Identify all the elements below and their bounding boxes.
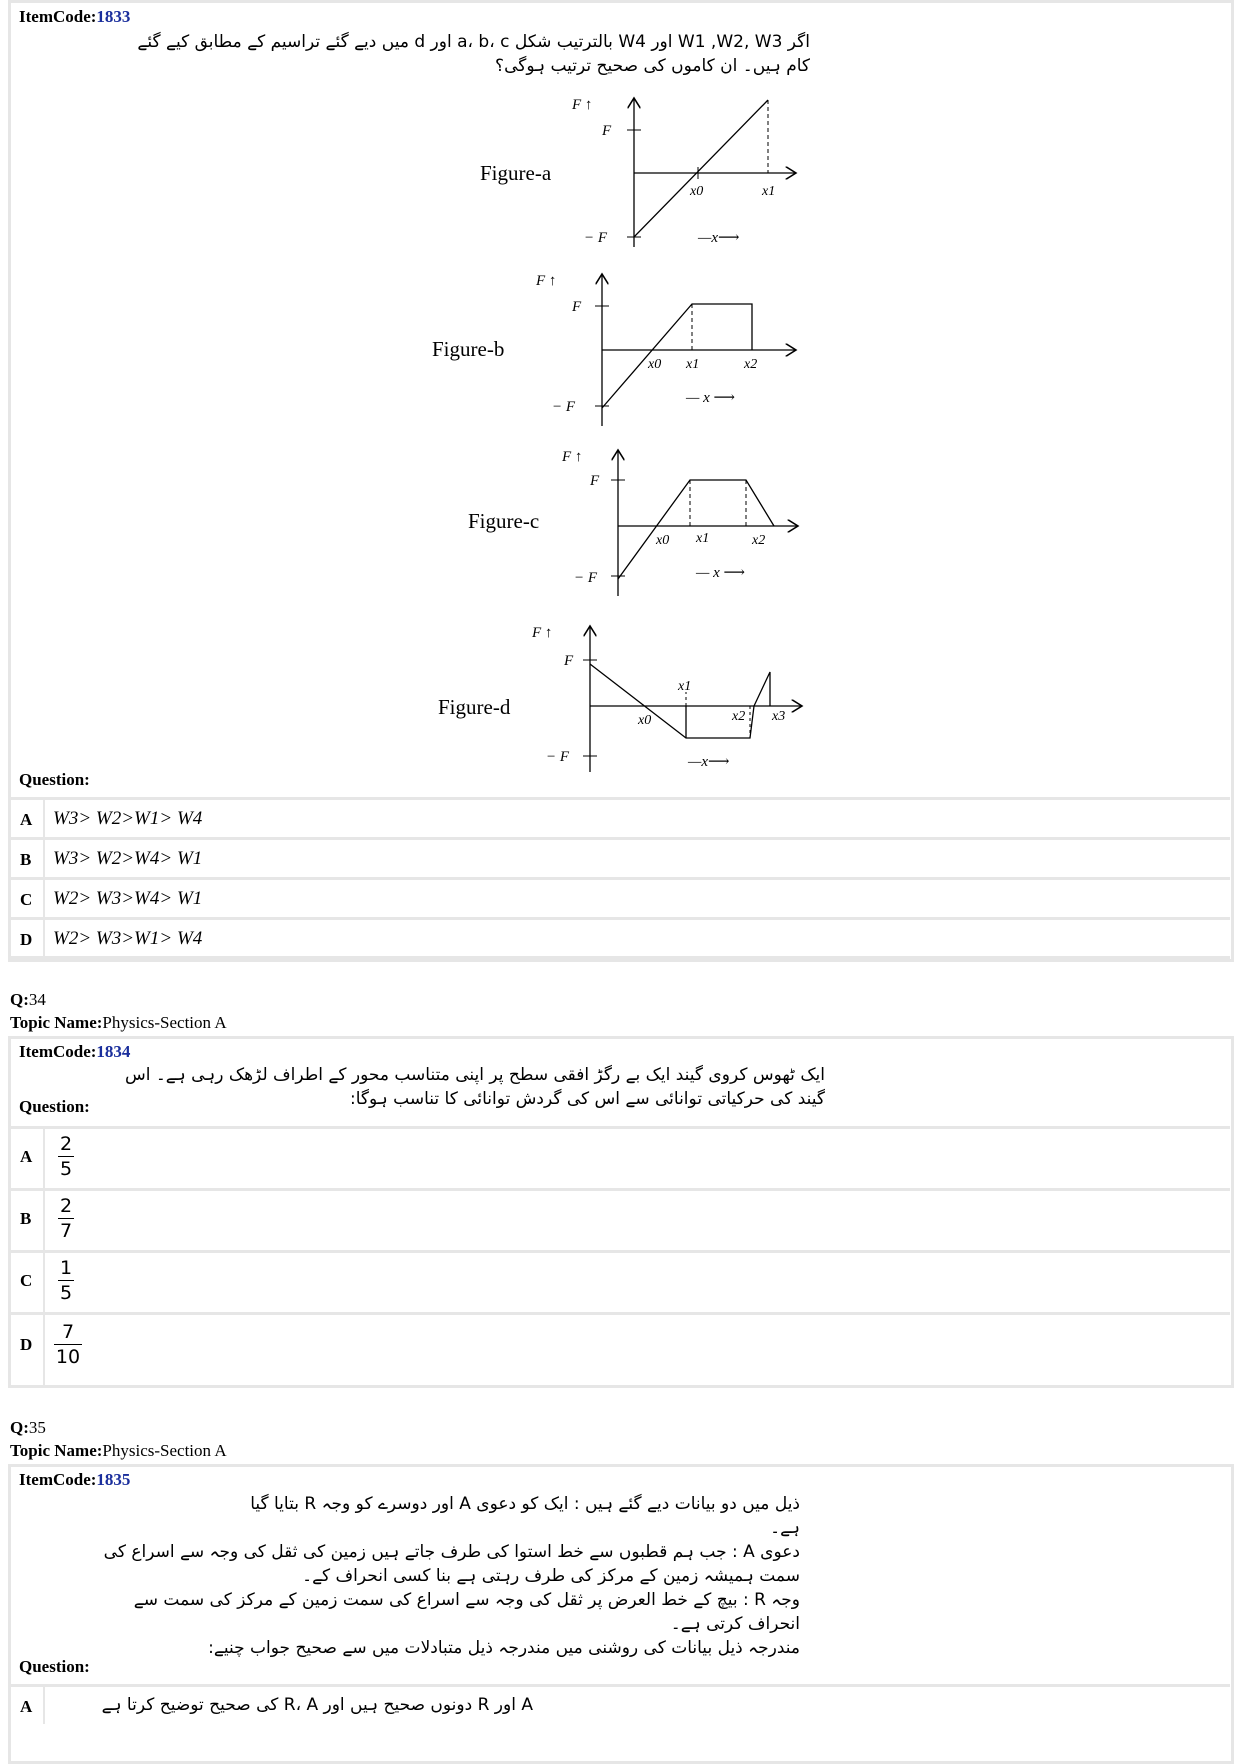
fraction-numerator: 1 [59,1257,73,1279]
q34-itemcode [19,1042,130,1062]
figure-d-fpos-label: F [564,653,574,669]
figure-d-fneg-label: − F [546,749,570,765]
figure-c [460,444,820,604]
figure-a-x-arrow-label: —x⟶ [698,230,740,246]
option-text: W3> W2>W4> W1 [53,848,203,869]
option-fraction [54,1321,82,1368]
figure-d-x0-label: x0 [638,713,652,728]
option-key: A [20,1697,33,1716]
q33-option-b[interactable] [10,837,1230,877]
itemcode-link[interactable]: 1835 [96,1470,131,1489]
figure-a [460,92,820,257]
q35-line: انحراف کرتی ہے۔ [670,1614,800,1634]
figure-b-x1-label: x1 [686,357,700,372]
figure-d-x3-label: x3 [772,709,786,724]
q34-header [10,990,227,1033]
option-text: W2> W3>W4> W1 [53,888,203,909]
itemcode-label: ItemCode: [19,1042,97,1061]
figure-d-label: Figure-d [438,695,511,719]
figure-a-x1-label: x1 [762,184,776,199]
q35-line: مندرجہ ذیل بیانات کی روشنی میں مندرجہ ذیل متبادلات میں سے صحیح جواب چنیے: [208,1638,800,1658]
q34-text-line2: گیند کی حرکیاتی توانائی سے اس کی گردش توانائی کا تناسب ہوگا: [349,1089,825,1109]
topic-label: Topic Name: [10,1441,103,1460]
figure-a-fpos-label: F [602,123,612,139]
q35-line: دعوی A : جب ہم قطبوں سے خط استوا کی طرف جاتے ہیں زمین کی ثقل کی وجہ سے اسراع کی [103,1542,800,1562]
figure-b-fneg-label: − F [552,399,576,415]
fraction-bar [58,1218,74,1219]
figure-d [430,620,820,780]
itemcode-link[interactable]: 1833 [96,7,131,26]
option-text: W2> W3>W1> W4 [53,928,203,949]
itemcode-label: ItemCode: [19,1470,97,1489]
option-key: C [20,1271,33,1290]
fraction-denominator: 10 [55,1346,81,1368]
q33-option-d[interactable] [10,917,1230,959]
figure-d-x2-label: x2 [732,709,746,724]
q34-option-c[interactable] [10,1250,1230,1312]
option-key: A [20,810,33,829]
q35-question-text [90,1492,800,1660]
option-divider [43,1129,45,1188]
q33-text-line2: کام ہیں۔ ان کاموں کی صحیح ترتیب ہوگی؟ [495,56,810,76]
figure-b-x2-label: x2 [744,357,758,372]
option-divider [43,1687,45,1724]
figure-d-force-line [590,664,770,738]
q35-line: سمت ہمیشہ زمین کے مرکز کی طرف رہتی ہے بنا کسی انحراف کے۔ [302,1566,800,1586]
q34-question-label: Question: [19,1097,90,1116]
fraction-numerator: 2 [59,1133,73,1155]
option-text: W3> W2>W1> W4 [53,808,203,829]
option-divider [43,1315,45,1385]
figure-c-x-arrow-label: — x ⟶ [696,565,745,581]
figure-a-x0-label: x0 [690,184,704,199]
q33-option-c[interactable] [10,877,1230,917]
figure-d-x-arrow-label: —x⟶ [688,754,730,770]
q34-question-text [90,1063,825,1111]
fraction-numerator: 7 [61,1321,75,1343]
topic-name: Physics-Section A [102,1441,227,1460]
itemcode-label: ItemCode: [19,7,97,26]
option-divider [43,1253,45,1312]
option-divider [43,920,45,956]
q34-option-d[interactable] [10,1312,1230,1385]
option-divider [43,800,45,837]
option-key: B [20,1209,32,1228]
figure-c-x0-label: x0 [656,533,670,548]
figure-a-force-line [634,100,768,237]
option-key: D [20,930,33,949]
q33-question-label: Question: [19,770,90,789]
figure-a-label: Figure-a [480,161,552,185]
option-fraction [58,1195,74,1242]
q33-option-a[interactable] [10,797,1230,837]
fraction-numerator: 2 [59,1195,73,1217]
option-key: C [20,890,33,909]
figure-c-yaxis-label: F ↑ [562,449,583,465]
figure-b-x-arrow-label: — x ⟶ [686,390,735,406]
q34-option-b[interactable] [10,1188,1230,1250]
q-number: 34 [28,990,46,1009]
q35-line: ذیل میں دو بیانات دیے گئے ہیں : ایک کو دعوی A اور دوسرے کو وجہ R بتایا گیا [250,1494,800,1514]
q34-option-a[interactable] [10,1126,1230,1188]
q35-header [10,1418,227,1461]
figure-c-label: Figure-c [468,509,540,533]
figure-c-fpos-label: F [590,473,600,489]
option-fraction [58,1133,74,1180]
option-divider [43,880,45,917]
figure-a-yaxis-label: F ↑ [572,97,593,113]
fraction-bar [54,1344,82,1345]
option-key: D [20,1335,33,1354]
fraction-bar [58,1280,74,1281]
topic-name: Physics-Section A [102,1013,227,1032]
figure-d-yaxis-label: F ↑ [532,625,553,641]
q33-text-line1: اگر W1 ,W2, W3 اور W4 بالترتیب شکل a، b، c اور d میں دیے گئے تراسیم کے مطابق کیے گئے [137,32,810,52]
figure-c-fneg-label: − F [574,570,598,586]
figure-b-yaxis-label: F ↑ [536,273,557,289]
option-divider [43,840,45,877]
figure-c-x2-label: x2 [752,533,766,548]
itemcode-link[interactable]: 1834 [96,1042,131,1061]
figure-b [424,268,824,433]
fraction-denominator: 7 [59,1220,73,1242]
q33-itemcode [19,7,130,27]
q35-itemcode [19,1470,130,1490]
fraction-bar [58,1156,74,1157]
figure-a-fneg-label: − F [584,230,608,246]
figure-b-fpos-label: F [572,299,582,315]
q33-question-text [90,30,810,78]
figure-c-x1-label: x1 [696,531,710,546]
q-number: 35 [28,1418,46,1437]
option-divider [43,1191,45,1250]
q35-line: ہے۔ [770,1518,800,1538]
figure-b-label: Figure-b [432,337,505,361]
figure-b-x0-label: x0 [648,357,662,372]
q35-line: وجہ R : بیچ کے خط العرض پر ثقل کی وجہ سے اسراع کی سمت زمین کے مرکز کی سمت سے [133,1590,800,1610]
q35-option-a[interactable] [10,1684,1230,1724]
fraction-denominator: 5 [59,1158,73,1180]
q-label: Q: [10,990,29,1009]
option-fraction [58,1257,74,1304]
fraction-denominator: 5 [59,1282,73,1304]
q-label: Q: [10,1418,29,1437]
figure-d-x1-label: x1 [678,679,692,694]
q35-question-label: Question: [19,1657,90,1676]
topic-label: Topic Name: [10,1013,103,1032]
q34-text-line1: ایک ٹھوس کروی گیند ایک بے رگڑ افقی سطح پر اپنی متناسب محور کے اطراف لڑھک رہی ہے۔ اس [124,1065,825,1085]
option-key: A [20,1147,33,1166]
option-key: B [20,850,32,869]
option-text: A اور R دونوں صحیح ہیں اور R، A کی صحیح توضیح کرتا ہے [101,1695,533,1715]
